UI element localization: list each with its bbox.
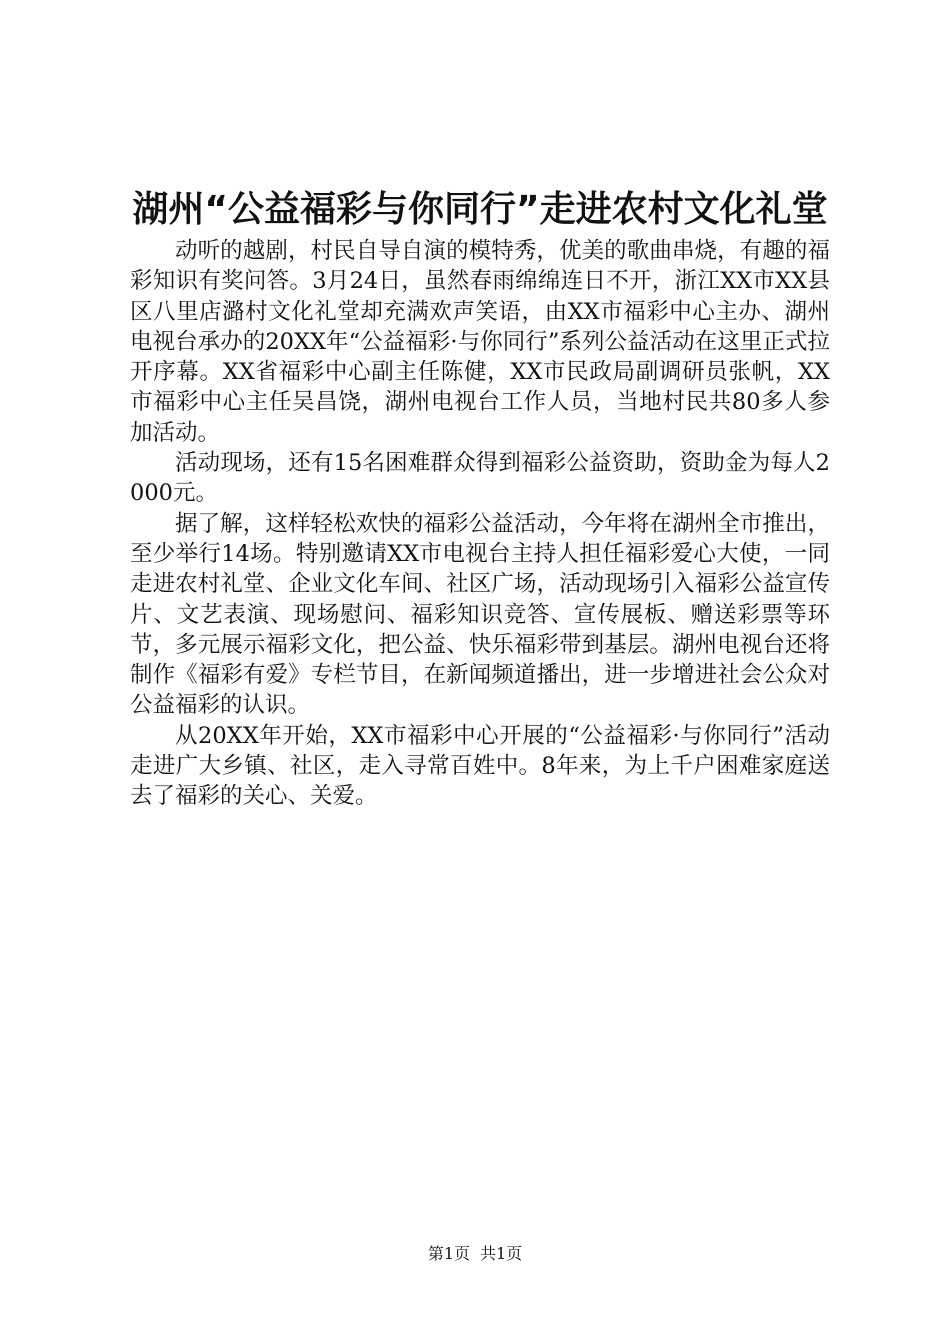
document-title: 湖州“公益福彩与你同行”走进农村文化礼堂 [132, 189, 828, 230]
document-body [130, 236, 830, 812]
paragraph-4: 从20XX年开始，XX市福彩中心开展的“公益福彩·与你同行”活动走进广大乡镇、社区，走入寻常百姓中。8年来，为上千户困难家庭送去了福彩的关心、关爱。 [130, 722, 830, 810]
page-footer [0, 1243, 950, 1265]
page-number: 第1页 [427, 1244, 470, 1263]
paragraph-3: 据了解，这样轻松欢快的福彩公益活动，今年将在湖州全市推出，至少举行14场。特别邀请XX市电视台主持人担任福彩爱心大使，一同走进农村礼堂、企业文化车间、社区广场，活动现场引入福彩公益宣传片、文艺表演、现场慰问、福彩知识竞答、宣传展板、赠送彩票等环节，多元展示福彩文化，把公益、快乐福彩带到基层。湖州电视台还将制作《福彩有爱》专栏节目，在新闻频道播出，进一步增进社会公众对公益福彩的认识。 [130, 510, 830, 719]
paragraph-2: 活动现场，还有15名困难群众得到福彩公益资助，资助金为每人2000元。 [130, 450, 830, 507]
page-total: 共1页 [480, 1244, 523, 1263]
paragraph-1: 动听的越剧，村民自导自演的模特秀，优美的歌曲串烧，有趣的福彩知识有奖问答。3月24日，虽然春雨绵绵连日不开，浙江XX市XX县区八里店潞村文化礼堂却充满欢声笑语，由XX市福彩中心主办、湖州电视台承办的20XX年“公益福彩·与你同行”系列公益活动在这里正式拉开序幕。XX省福彩中心副主任陈健，XX市民政局副调研员张帆，XX市福彩中心主任吴昌饶，湖州电视台工作人员，当地村民共80多人参加活动。 [130, 238, 830, 446]
